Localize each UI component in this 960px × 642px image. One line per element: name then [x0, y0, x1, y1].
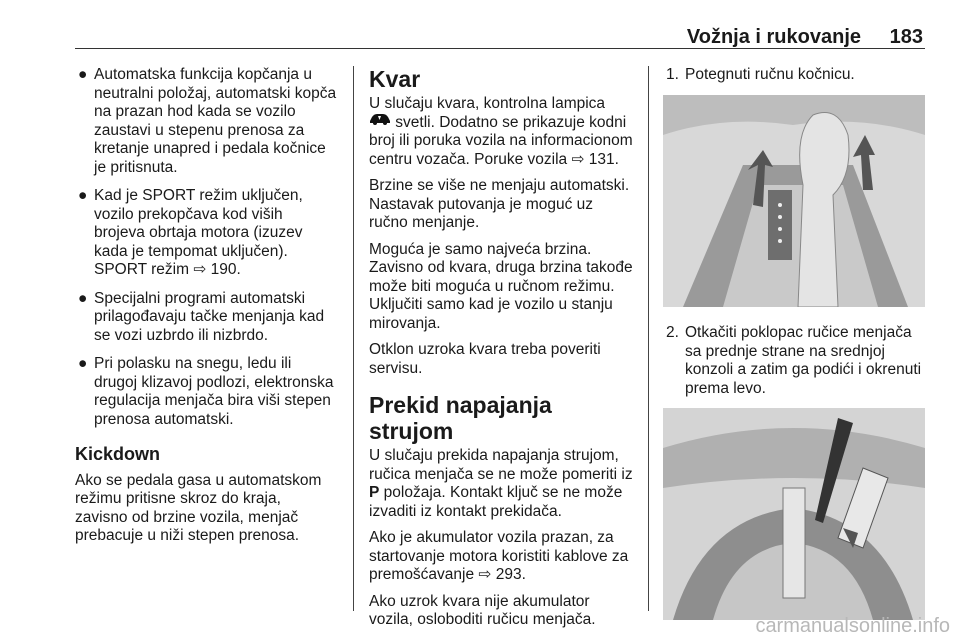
- kvar-text-a: U slučaju kvara, kontrolna lampica: [369, 95, 606, 112]
- step-number: 1.: [666, 66, 679, 83]
- kickdown-heading: Kickdown: [75, 444, 161, 464]
- bullet-icon: ●: [78, 355, 88, 372]
- kvar-paragraph-4: Otklon uzroka kvara treba poveriti servisu.: [369, 341, 601, 377]
- kvar-heading: Kvar: [369, 66, 421, 92]
- kvar-paragraph-2: Brzine se više ne menjaju automatski. Nastavak putovanja je moguć uz ručno menjanje.: [369, 177, 630, 231]
- bullet-icon: ●: [78, 66, 88, 83]
- list-item-text: Kad je SPORT režim uključen, vozilo prekopčava kod viših brojeva obrtaja motora (izuzev kada je tempomat uključen). SPORT režim ⇨ 190.: [94, 187, 303, 278]
- page-number: 183: [889, 26, 923, 48]
- list-item: [75, 290, 337, 346]
- prekid-paragraph: [369, 447, 634, 521]
- bullet-icon: ●: [78, 289, 88, 307]
- step-item: [663, 324, 927, 398]
- kvar-paragraph-3: Moguća je samo najveća brzina. Zavisno od kvara, druga brzina takođe može biti moguća u ručnom režimu. Uključiti samo kad je vozilo u stanju mirovanja.: [369, 240, 633, 332]
- step-text: Potegnuti ručnu kočnicu.: [685, 66, 855, 83]
- prekid-paragraph-3: Ako uzrok kvara nije akumulator vozila, osloboditi ručicu menjača.: [369, 592, 596, 628]
- prekid-text-a: U slučaju prekida napajanja strujom, ručica menjača se ne može pomeriti iz: [369, 447, 633, 483]
- prekid-heading: Prekid napajanja strujom: [369, 392, 552, 444]
- list-item-text: Automatska funkcija kopčanja u neutralni položaj, automatski kopča na prazan hod kada se vozilo zaustavi u stepenu prenosa za kretanje unapred i pedala kočnice je pritisnuta.: [94, 66, 337, 176]
- prekid-paragraph-2: Ako je akumulator vozila prazan, za startovanje motora koristiti kablove za premošćavanje ⇨ 293.: [369, 529, 629, 583]
- car-fault-icon: [369, 112, 391, 131]
- column-divider: [648, 66, 649, 611]
- column-right: [663, 66, 927, 638]
- prekid-position-p: P: [369, 484, 380, 501]
- list-item-text: Pri polasku na snegu, ledu ili drugoj klizavoj podlozi, elektronska regulacija menjača bira viši stepen prenosa automatski.: [94, 355, 334, 428]
- kvar-text-b: svetli. Dodatno se prikazuje kodni broj ili poruka vozila na informacionom centru vozača. Poruke vozila ⇨ 131.: [369, 113, 633, 168]
- list-item-text: Specijalni programi automatski prilagođavaju tačke menjanja kad se vozi uzbrdo ili nizbrdo.: [94, 289, 325, 344]
- kvar-paragraph: [369, 95, 634, 169]
- step-item: [663, 66, 927, 85]
- kickdown-text: Ako se pedala gasa u automatskom režimu pritisne skroz do kraja, zavisno od brzine vozila, menjač prebacuje u niži stepen prenosa.: [75, 471, 322, 544]
- section-title: Vožnja i rukovanje: [686, 26, 861, 48]
- list-item: [75, 66, 337, 177]
- page-header: [75, 26, 925, 49]
- column-middle: [369, 66, 634, 638]
- bullet-icon: ●: [78, 187, 88, 204]
- list-item: [75, 187, 337, 280]
- column-divider: [353, 66, 354, 611]
- step-text: Otkačiti poklopac ručice menjača sa prednje strane na srednjoj konzoli a zatim ga podići i okrenuti prema levo.: [685, 324, 922, 397]
- step-number: 2.: [666, 324, 679, 341]
- column-left: [75, 66, 337, 554]
- list-item: [75, 355, 337, 429]
- gear-lever-illustration: [663, 95, 925, 313]
- watermark: carmanualsonline.info: [755, 615, 950, 637]
- prekid-text-b: položaja. Kontakt ključ se ne može izvaditi iz kontakt prekidača.: [369, 484, 623, 520]
- console-cover-illustration: [663, 408, 925, 626]
